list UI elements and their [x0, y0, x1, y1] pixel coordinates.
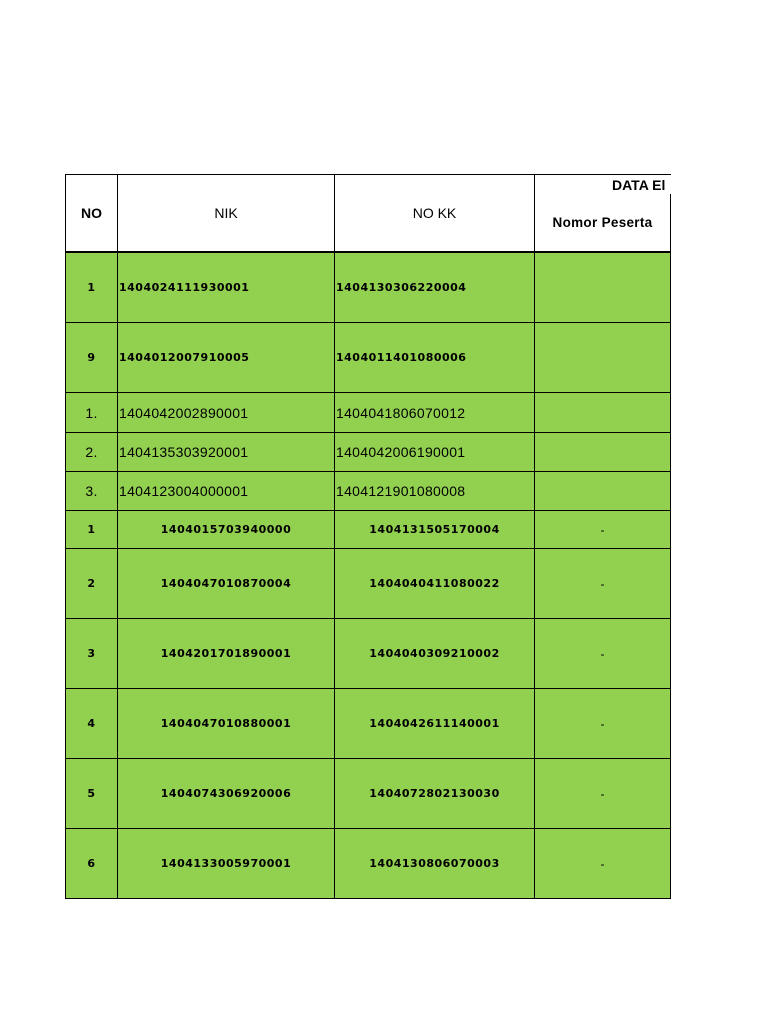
cell-peserta: [534, 432, 671, 472]
header-no-kk: NO KK: [334, 174, 535, 252]
cell-nik: 1404123004000001: [117, 471, 335, 511]
cell-nik: 1404135303920001: [117, 432, 335, 472]
cell-no-kk: 1404121901080008: [334, 471, 535, 511]
cell-peserta: [534, 252, 671, 323]
cell-nik: 1404012007910005: [117, 322, 335, 393]
cell-no: 2.: [65, 432, 118, 472]
cell-peserta: -: [534, 688, 671, 759]
cell-peserta: -: [534, 548, 671, 619]
cell-no: 1: [65, 252, 118, 323]
cell-nik: 1404015703940000: [117, 510, 335, 549]
cell-nik: 1404133005970001: [117, 828, 335, 899]
cell-no-kk: 1404042006190001: [334, 432, 535, 472]
cell-nik: 1404047010870004: [117, 548, 335, 619]
cell-no-kk: 1404040411080022: [334, 548, 535, 619]
cell-peserta: -: [534, 758, 671, 829]
cell-no: 2: [65, 548, 118, 619]
cell-no: 4: [65, 688, 118, 759]
cell-nik: 1404074306920006: [117, 758, 335, 829]
cell-no: 3: [65, 618, 118, 689]
cell-no-kk: 1404131505170004: [334, 510, 535, 549]
cell-no: 1.: [65, 392, 118, 433]
cell-nik: 1404047010880001: [117, 688, 335, 759]
cell-no-kk: 1404040309210002: [334, 618, 535, 689]
cell-no: 5: [65, 758, 118, 829]
cell-no: 1: [65, 510, 118, 549]
cell-peserta: -: [534, 510, 671, 549]
cell-no-kk: 1404130806070003: [334, 828, 535, 899]
cell-no-kk: 1404041806070012: [334, 392, 535, 433]
cell-no-kk: 1404130306220004: [334, 252, 535, 323]
cell-no: 9: [65, 322, 118, 393]
cell-nik: 1404201701890001: [117, 618, 335, 689]
header-nomor-peserta: Nomor Peserta: [534, 194, 671, 252]
header-no: NO: [65, 174, 118, 252]
cell-peserta: -: [534, 618, 671, 689]
header-group-title: DATA El: [534, 174, 671, 195]
cell-peserta: [534, 471, 671, 511]
cell-peserta: [534, 392, 671, 433]
cell-no: 6: [65, 828, 118, 899]
header-nik: NIK: [117, 174, 335, 252]
cell-nik: 1404024111930001: [117, 252, 335, 323]
cell-peserta: -: [534, 828, 671, 899]
cell-no-kk: 1404011401080006: [334, 322, 535, 393]
cell-no: 3.: [65, 471, 118, 511]
cell-no-kk: 1404042611140001: [334, 688, 535, 759]
cell-nik: 1404042002890001: [117, 392, 335, 433]
cell-no-kk: 1404072802130030: [334, 758, 535, 829]
cell-peserta: [534, 322, 671, 393]
